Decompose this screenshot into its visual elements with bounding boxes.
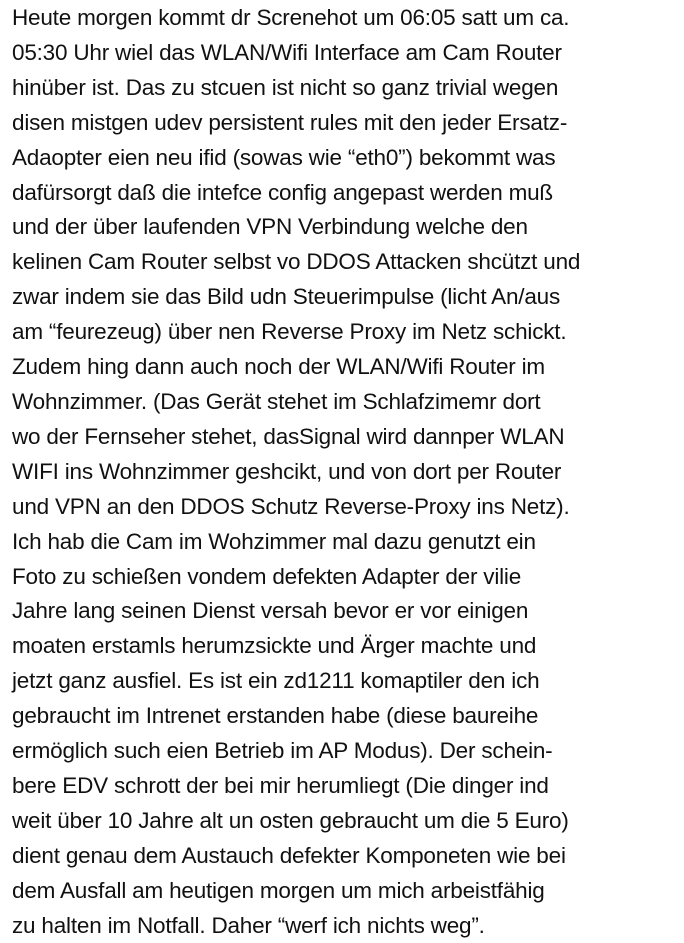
text-line: jetzt ganz ausfiel. Es ist ein zd1211 komaptiler den ich: [12, 668, 540, 694]
text-line: Heute morgen kommt dr Screnehot um 06:05 satt um ca.: [12, 5, 570, 30]
text-line: Ich hab die Cam im Wohzimmer mal dazu genutzt ein: [12, 528, 536, 554]
text-line: dem Ausfall am heutigen morgen um mich arbeistfähig: [12, 877, 545, 903]
text-line: disen mistgen udev persistent rules mit den jeder Ersatz-: [12, 109, 568, 135]
text-line: wo der Fernseher stehet, dasSignal wird dannper WLAN: [12, 423, 565, 449]
text-line: 05:30 Uhr wiel das WLAN/Wifi Interface am Cam Router: [12, 39, 562, 65]
text-line: hinüber ist. Das zu stcuen ist nicht so ganz trivial wegen: [12, 74, 559, 100]
text-line: Foto zu schießen vondem defekten Adapter der vilie: [12, 563, 522, 589]
text-line: bere EDV schrott der bei mir herumliegt (Die dinger ind: [12, 772, 549, 798]
text-line: zwar indem sie das Bild udn Steuerimpulse (licht An/aus: [12, 284, 561, 310]
text-line: Jahre lang seinen Dienst versah bevor er vor einigen: [12, 598, 529, 624]
text-line: gebraucht im Intrenet erstanden habe (diese baureihe: [12, 703, 539, 729]
text-line: und der über laufenden VPN Verbindung welche den: [12, 214, 528, 240]
text-line: dafürsorgt daß die intefce config angepast werden muß: [12, 179, 553, 205]
text-line: WIFI ins Wohnzimmer geshcikt, und von dort per Router: [12, 458, 562, 484]
body-text: [12, 1, 680, 943]
text-line: ermöglich such eien Betrieb im AP Modus). Der schein-: [12, 738, 553, 764]
text-line: Zudem hing dann auch noch der WLAN/Wifi Router im: [12, 354, 545, 380]
text-line: dient genau dem Austauch defekter Komponeten wie bei: [12, 842, 566, 868]
text-line: moaten erstamls herumzsickte und Ärger machte und: [12, 633, 537, 659]
text-line: Wohnzimmer. (Das Gerät stehet im Schlafzimemr dort: [12, 388, 541, 414]
text-line: zu halten im Notfall. Daher “werf ich nichts weg”.: [12, 912, 485, 938]
text-line: am “feurezeug) über nen Reverse Proxy im Netz schickt.: [12, 319, 567, 345]
text-line: kelinen Cam Router selbst vo DDOS Attacken shcützt und: [12, 249, 581, 275]
text-line: und VPN an den DDOS Schutz Reverse-Proxy ins Netz).: [12, 493, 570, 519]
text-line: Adaopter eien neu ifid (sowas wie “eth0”) bekommt was: [12, 144, 556, 170]
text-line: weit über 10 Jahre alt un osten gebraucht um die 5 Euro): [12, 807, 569, 833]
